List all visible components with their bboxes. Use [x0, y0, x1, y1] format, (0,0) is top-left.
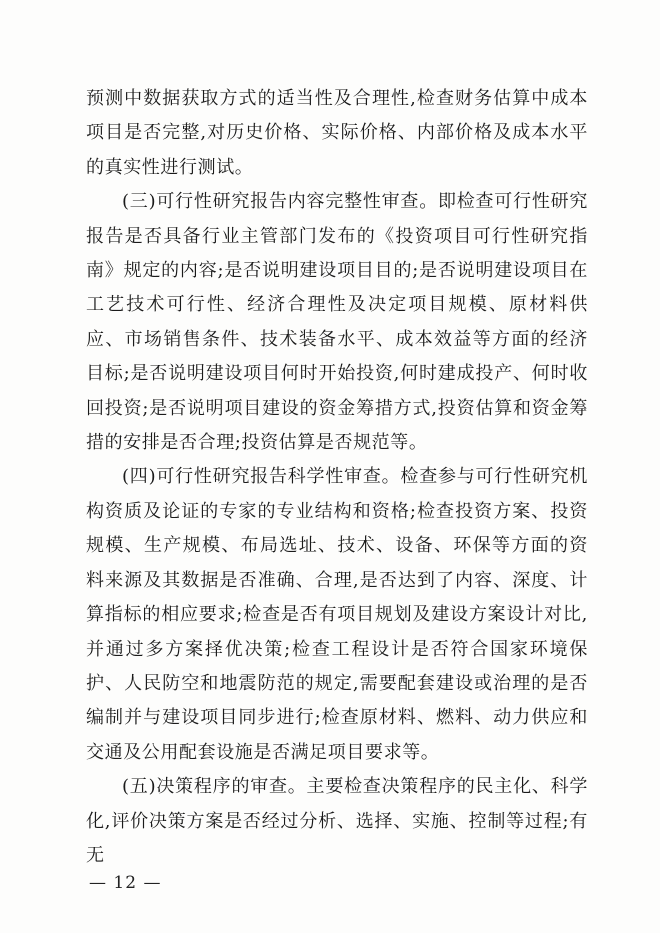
page-number: — 12 —: [89, 873, 162, 893]
body-text: [86, 82, 588, 873]
paragraph-section-3: (三)可行性研究报告内容完整性审查。即检查可行性研究报告是否具备行业主管部门发布的《投资项目可行性研究指南》规定的内容;是否说明建设项目目的;是否说明建设项目在工艺技术可行性、经济合理性及决定项目规模、原材料供应、市场销售条件、技术装备水平、成本效益等方面的经济目标;是否说明建设项目何时开始投资,何时建成投产、何时收回投资;是否说明项目建设的资金筹措方式,投资估算和资金筹措的安排是否合理;投资估算是否规范等。: [86, 191, 588, 454]
paragraph-section-4: (四)可行性研究报告科学性审查。检查参与可行性研究机构资质及论证的专家的专业结构和资格;检查投资方案、投资规模、生产规模、布局选址、技术、设备、环保等方面的资料来源及其数据是否准确、合理,是否达到了内容、深度、计算指标的相应要求;检查是否有项目规划及建设方案设计对比,并通过多方案择优决策;检查工程设计是否符合国家环境保护、人民防空和地震防范的规定,需要配套建设或治理的是否编制并与建设项目同步进行;检查原材料、燃料、动力供应和交通及公用配套设施是否满足项目要求等。: [86, 466, 588, 763]
paragraph-continuation: 预测中数据获取方式的适当性及合理性,检查财务估算中成本项目是否完整,对历史价格、实际价格、内部价格及成本水平的真实性进行测试。: [86, 88, 588, 178]
paragraph-section-5: (五)决策程序的审查。主要检查决策程序的民主化、科学化,评价决策方案是否经过分析、选择、实施、控制等过程;有无: [86, 776, 588, 866]
